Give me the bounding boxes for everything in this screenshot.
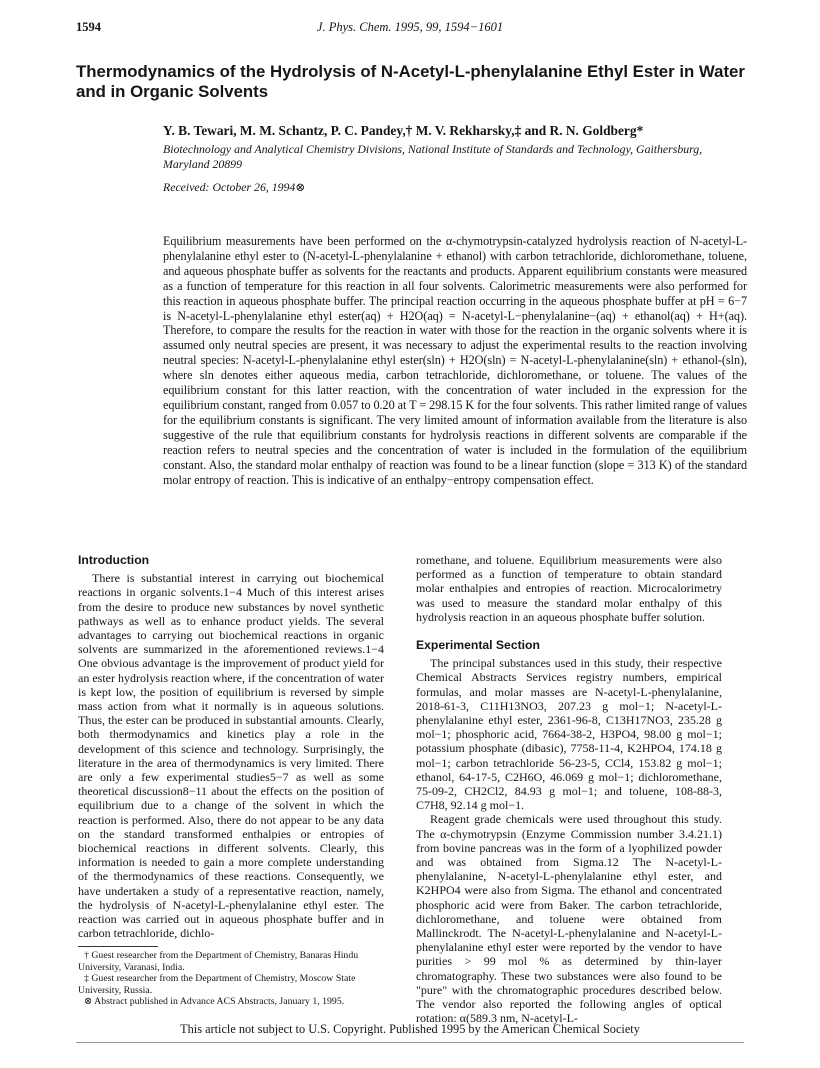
footnotes	[78, 950, 384, 1008]
experimental-paragraph-2: Reagent grade chemicals were used throughout this study. The α-chymotrypsin (Enzyme Commission number 3.4.21.1) from bovine pancreas was in the form of a lyophilized powder and was obtained from Sigma.12 The N-acetyl-L-phenylalanine, N-acetyl-L-phenylalanine ethyl ester, and K2HPO4 were also from Sigma. The ethanol and concentrated phosphoric acid were from Baker. The carbon tetrachloride, dichloromethane, and toluene were obtained from Mallinckrodt. The N-acetyl-L-phenylalanine and N-acetyl-L-phenylalanine ethyl ester were reported by the vendor to have purities > 99 mol % as determined by thin-layer chromatography. These two substances were also found to be "pure" with the chromatographic procedures described below. The vendor also reported the following angles of optical rotation: α(589.3 nm, N-acetyl-L-	[416, 812, 722, 1026]
footnote-dagger: † Guest researcher from the Department of Chemistry, Banaras Hindu University, Varanasi, India.	[78, 950, 359, 973]
introduction-paragraph: There is substantial interest in carrying out biochemical reactions in organic solvents.1−4 Much of this interest arises from the desire to produce new substances by novel synthetic pathways as well as to enhance product yields. The several advantages to carrying out biochemical reactions in organic solvents are summarized in the aforementioned reviews.1−4 One obvious advantage is the improvement of product yield for an ester hydrolysis reaction where, if the concentration of water is kept low, the position of equilibrium is reversed by simple mass action from what it normally is in aqueous solutions. Thus, the ester can be produced in substantial amounts. Clearly, both thermodynamics and kinetics play a role in the development of this science and technology. Surprisingly, the literature in the area of thermodynamics is very limited. There are only a few experimental studies5−7 as well as some theoretical discussion8−11 about the effects on the position of equilibrium due to a change of the solvent in which the reaction is performed. Also, there do not appear to be any data on the standard transformed enthalpies or entropies of biochemical reactions in different solvents. Clearly, this information is needed to gain a more complete understanding of the thermodynamics of these reactions. Consequently, we have undertaken a study of a representative reaction, namely, the hydrolysis of N-acetyl-L-phenylalanine ethyl ester. The reaction was carried out in aqueous phosphate buffer and in carbon tetrachloride, dichlo-	[78, 571, 384, 941]
article-title: Thermodynamics of the Hydrolysis of N-Acetyl-L-phenylalanine Ethyl Ester in Water and in Organic Solvents	[76, 62, 745, 101]
experimental-heading: Experimental Section	[416, 638, 540, 653]
received-date: Received: October 26, 1994⊗	[163, 180, 306, 194]
left-column	[78, 553, 384, 941]
author-list: Y. B. Tewari, M. M. Schantz, P. C. Pandey,† M. V. Rekharsky,‡ and R. N. Goldberg*	[163, 123, 644, 138]
right-column	[416, 553, 722, 1026]
copyright-line: This article not subject to U.S. Copyright. Published 1995 by the American Chemical Society	[180, 1022, 640, 1036]
running-header	[76, 20, 744, 38]
introduction-continuation: romethane, and toluene. Equilibrium measurements were also performed as a function of temperature to obtain standard molar enthalpies and entropies of reaction. Microcalorimetry was used to measure the standard molar enthalpy of this hydrolysis reaction in an aqueous phosphate buffer solution.	[416, 553, 722, 624]
abstract: Equilibrium measurements have been performed on the α-chymotrypsin-catalyzed hydrolysis reaction of N-acetyl-L-phenylalanine ethyl ester to (N-acetyl-L-phenylalanine + ethanol) with carbon tetrachloride, dichloromethane, toluene, and aqueous phosphate buffer as solvents for the reactants and products. Apparent equilibrium constants were measured as a function of temperature for this reaction in all four solvents. Calorimetric measurements were also performed for this reaction in aqueous phosphate buffer. The principal reaction occurring in the aqueous phosphate buffer at pH = 6−7 is N-acetyl-L-phenylalanine ethyl ester(aq) + H2O(aq) = N-acetyl-L−phenylalanine−(aq) + ethanol(aq) + H+(aq). Therefore, to compare the results for the reaction in water with those for the reaction in the organic solvents where it is assumed only neutral species are present, it was necessary to adjust the experimental results to the reaction involving neutral species: N-acetyl-L-phenylalanine ethyl ester(sln) + H2O(sln) = N-acetyl-L-phenylalanine(sln) + ethanol-(sln), where sln denotes either aqueous media, carbon tetrachloride, dichloromethane, or toluene. The values of the equilibrium constant for this latter reaction, with the concentration of water included in the expression for the equilibrium constant, ranged from 0.057 to 0.20 at T = 298.15 K for the four solvents. This rather limited range of values for the equilibrium constants is significant. The very limited amount of information available from the literature is also suggestive of the rule that equilibrium constants for hydrolysis reactions in different solvents are comparable if the reaction refers to neutral species and the concentration of water is included in the formulation of the equilibrium constant. Also, the standard molar enthalpy of reaction was found to be a linear function (slope = 313 K) of the standard molar entropy of reaction. This is indicative of an enthalpy−entropy compensation effect.	[163, 234, 747, 487]
footnote-abstract-published: ⊗ Abstract published in Advance ACS Abstracts, January 1, 1995.	[84, 996, 345, 1007]
journal-reference: J. Phys. Chem. 1995, 99, 1594−1601	[316, 20, 504, 34]
page-number: 1594	[76, 20, 101, 34]
affiliation: Biotechnology and Analytical Chemistry Divisions, National Institute of Standards and Technology, Gaithersburg, Maryland 20899	[163, 142, 703, 171]
introduction-heading: Introduction	[78, 553, 150, 567]
experimental-paragraph-1: The principal substances used in this study, their respective Chemical Abstracts Services registry numbers, empirical formulas, and molar masses are N-acetyl-L-phenylalanine, 2018-61-3, C11H13NO3, 207.23 g mol−1; N-acetyl-L-phenylalanine ethyl ester, 2361-96-8, C13H17NO3, 235.28 g mol−1; phosphoric acid, 7664-38-2, H3PO4, 98.00 g mol−1; potassium phosphate (dibasic), 7758-11-4, K2HPO4, 174.18 g mol−1; carbon tetrachloride 56-23-5, CCl4, 153.82 g mol−1; ethanol, 64-17-5, C2H6O, 46.069 g mol−1; dichloromethane, 75-09-2, CH2Cl2, 84.93 g mol−1; and toluene, 108-88-3, C7H8, 92.14 g mol−1.	[416, 656, 722, 813]
footnote-double-dagger: ‡ Guest researcher from the Department of Chemistry, Moscow State University, Russia.	[78, 973, 356, 996]
footnote-divider	[78, 946, 158, 947]
bottom-divider	[76, 1042, 744, 1043]
